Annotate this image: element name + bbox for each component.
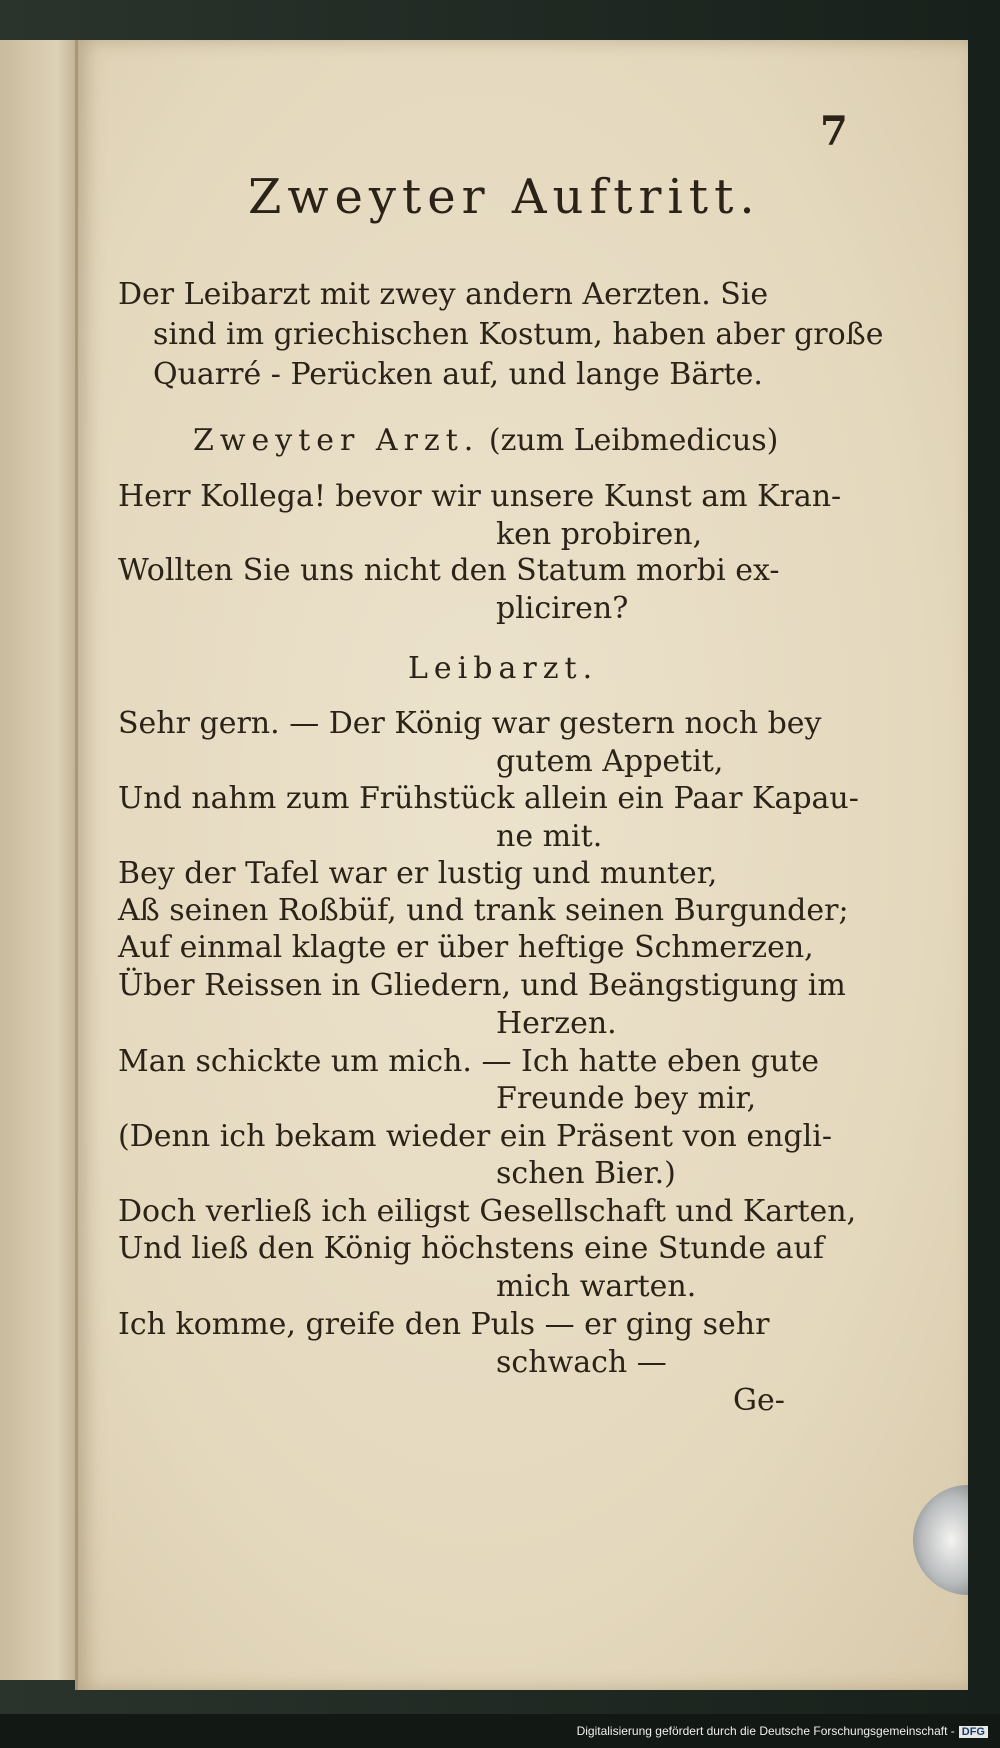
verse-line: Herr Kollega! bevor wir unsere Kunst am Kran- — [118, 479, 842, 514]
verse-line: Aß seinen Roßbüf, und trank seinen Burgunder; — [118, 893, 849, 928]
verse-line: Über Reissen in Gliedern, und Beängstigung im — [118, 968, 846, 1003]
footer-strip — [0, 1714, 1000, 1748]
verse-line: Freunde bey mir, — [496, 1081, 757, 1116]
verse-line: Ich komme, greife den Puls — er ging sehr — [118, 1307, 770, 1342]
verse-line: Auf einmal klagte er über heftige Schmerzen, — [118, 930, 814, 965]
dfg-logo: DFG — [959, 1726, 988, 1738]
stage-direction-line: Quarré - Perücken auf, und lange Bärte. — [153, 357, 763, 392]
verse-line: Und ließ den König höchstens eine Stunde auf — [118, 1231, 824, 1266]
verse-line: (Denn ich bekam wieder ein Präsent von engli- — [118, 1119, 832, 1154]
speaker-name — [193, 424, 778, 458]
scene-heading: Zweyter Auftritt. — [248, 169, 761, 225]
verse-line: Doch verließ ich eiligst Gesellschaft und Karten, — [118, 1194, 857, 1229]
speaker-name: Leibarzt. — [408, 651, 599, 686]
catchword: Ge- — [733, 1383, 785, 1418]
verse-line: pliciren? — [496, 591, 629, 626]
book-page — [75, 40, 968, 1690]
verse-line: ne mit. — [496, 819, 603, 854]
verse-line: Und nahm zum Frühstück allein ein Paar Kapau- — [118, 781, 859, 816]
previous-page-edge — [0, 40, 84, 1680]
verse-line: mich warten. — [496, 1269, 697, 1304]
verse-line: ken probiren, — [496, 517, 703, 552]
verse-line: schen Bier.) — [496, 1156, 676, 1191]
stage-direction-line: sind im griechischen Kostum, haben aber große — [153, 317, 884, 352]
verse-line: Bey der Tafel war er lustig und munter, — [118, 856, 718, 891]
verse-line: Man schickte um mich. — Ich hatte eben gute — [118, 1044, 820, 1079]
page-clip — [913, 1485, 968, 1595]
verse-line: gutem Appetit, — [496, 744, 724, 779]
verse-line: schwach — — [496, 1345, 667, 1380]
page-number: 7 — [820, 108, 848, 155]
verse-line: Herzen. — [496, 1006, 617, 1041]
credit-text: Digitalisierung gefördert durch die Deutsche Forschungsgemeinschaft - — [576, 1724, 955, 1738]
speaker-label: Zweyter Arzt. — [193, 423, 480, 458]
speaker-aside: (zum Leibmedicus) — [488, 423, 779, 458]
stage-direction-line: Der Leibarzt mit zwey andern Aerzten. Sie — [118, 277, 769, 312]
verse-line: Sehr gern. — Der König war gestern noch bey — [118, 706, 822, 741]
digitization-credit — [577, 1724, 988, 1738]
verse-line: Wollten Sie uns nicht den Statum morbi ex- — [118, 553, 780, 588]
